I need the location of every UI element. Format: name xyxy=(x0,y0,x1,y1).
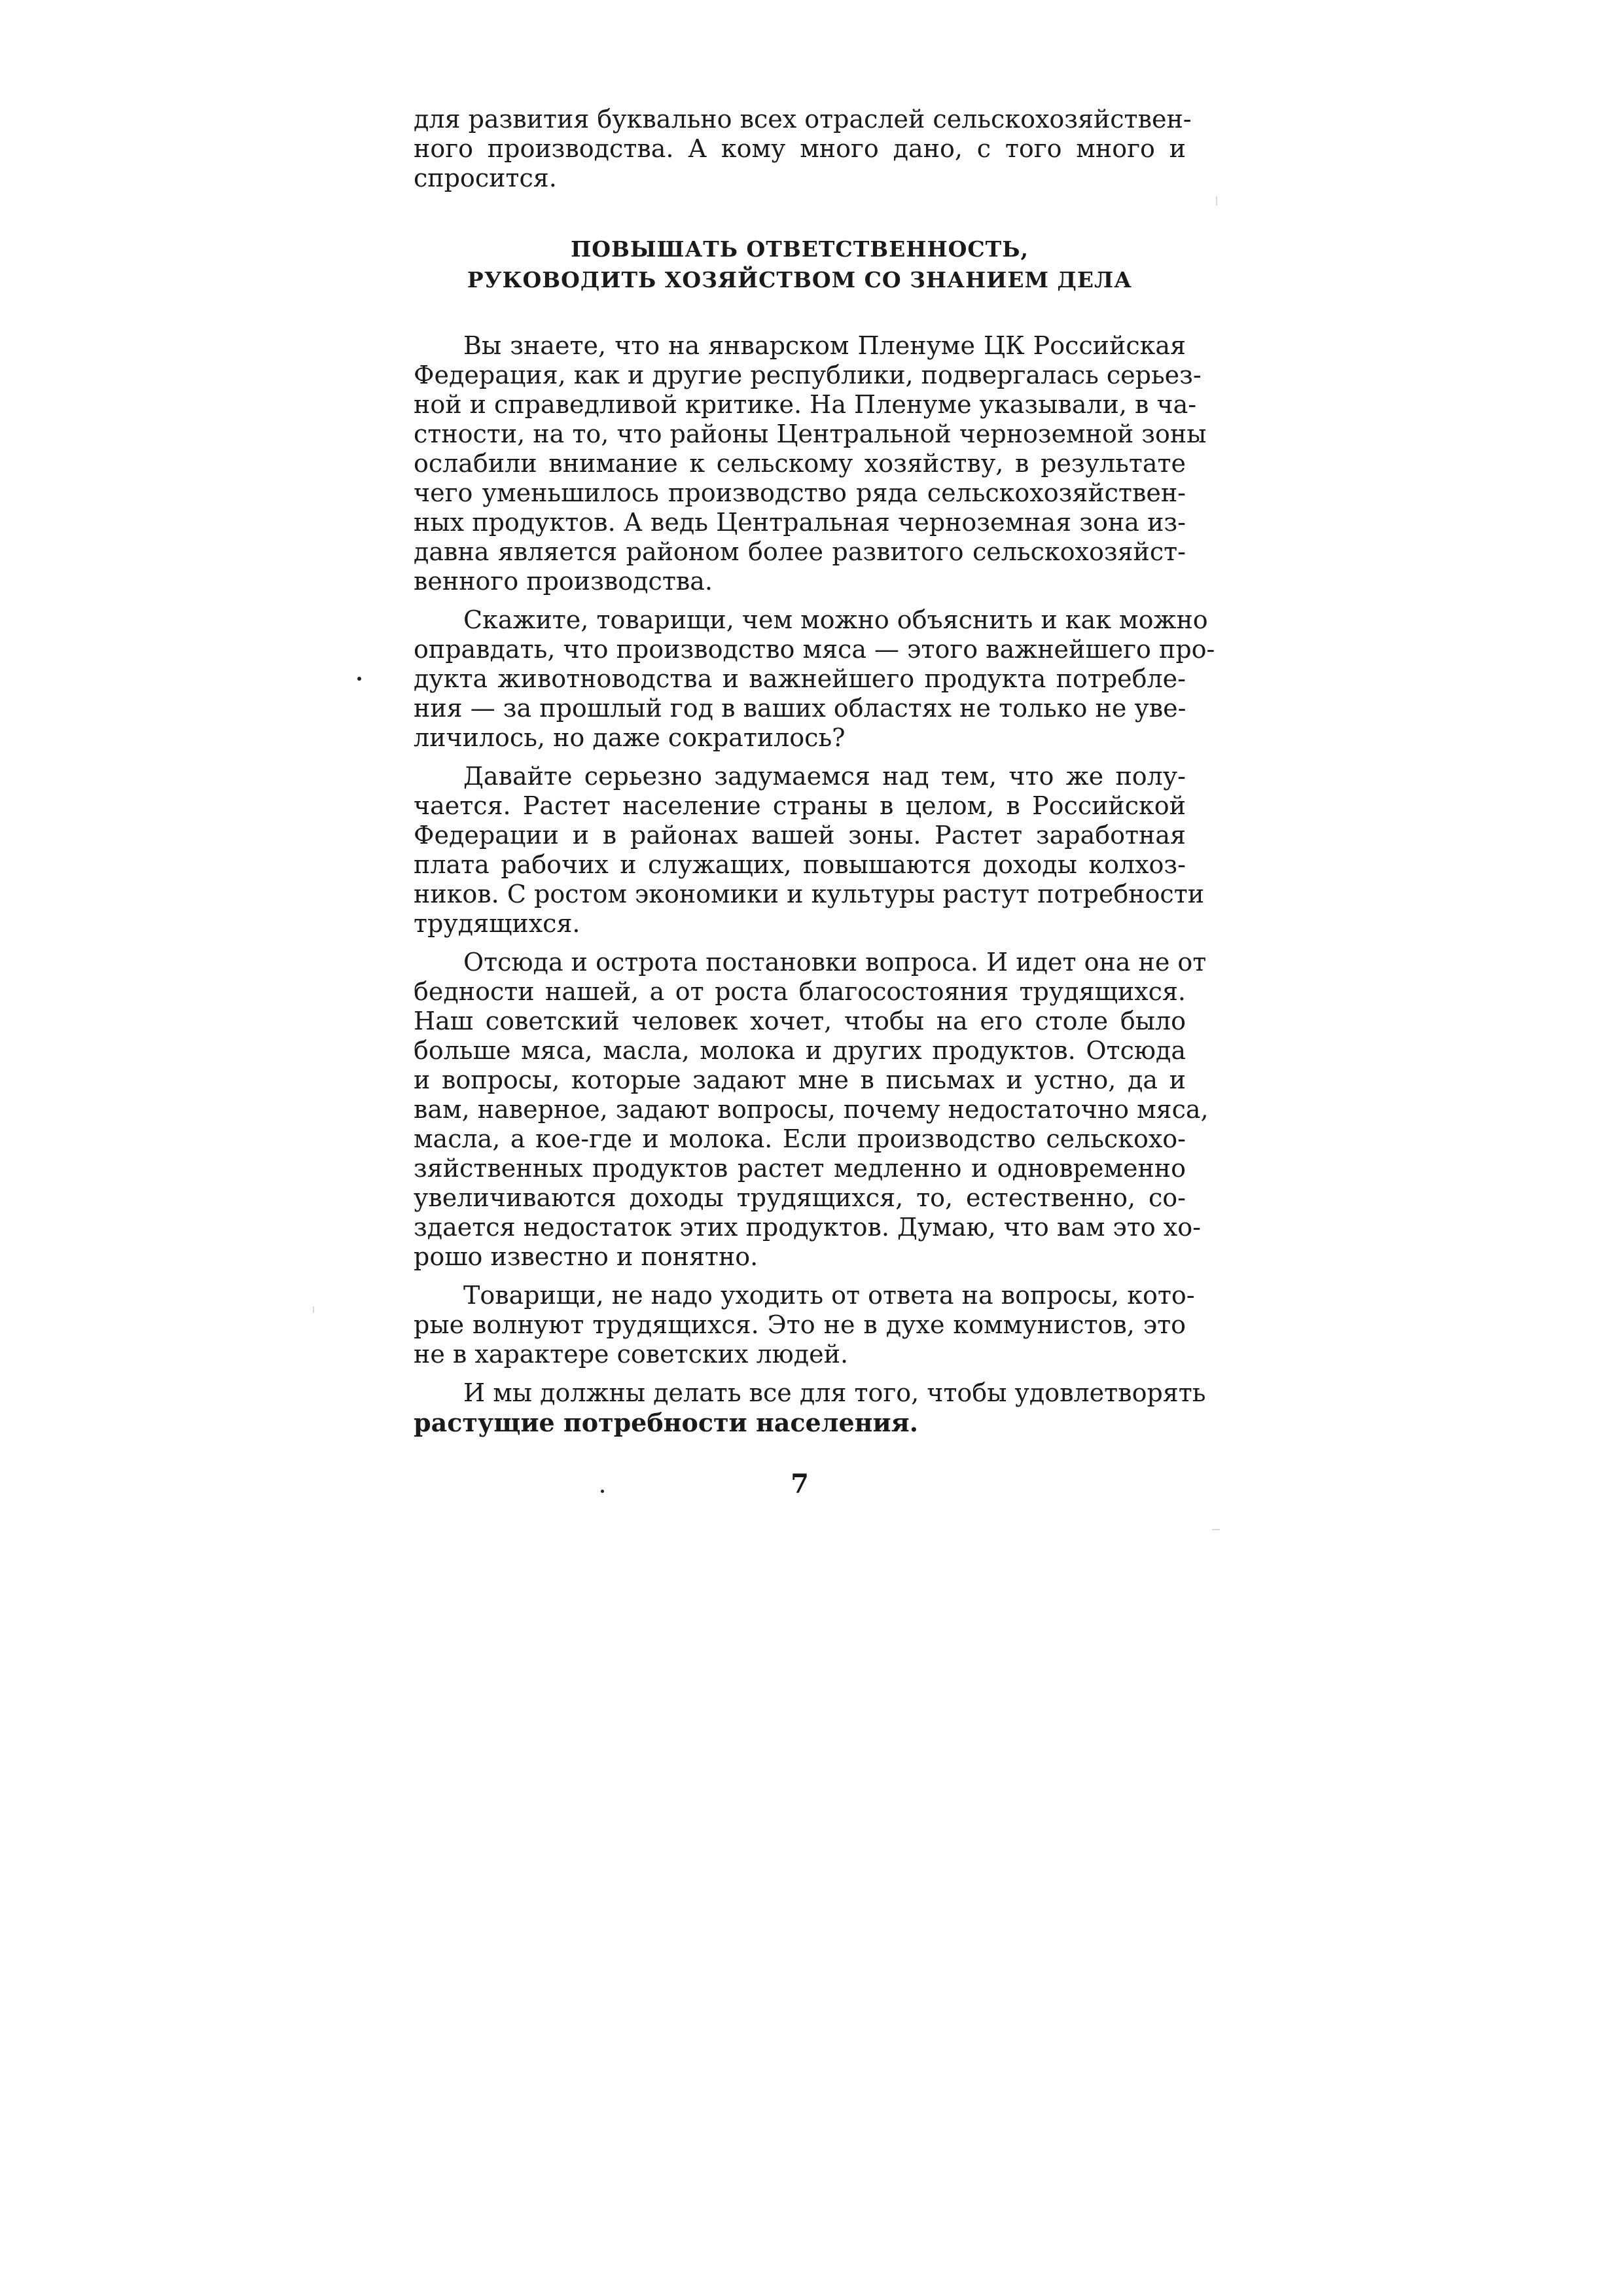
paragraph-2 xyxy=(414,605,1215,753)
text-line: дукта животноводства и важнейшего продукта потребле- xyxy=(414,664,1186,693)
text-line: для развития буквально всех отраслей сельскохозяйствен- xyxy=(414,105,1192,134)
text-line: Вы знаете, что на январском Пленуме ЦК Российская xyxy=(463,331,1186,360)
text-line: масла, а кое-где и молока. Если производство сельскохо- xyxy=(414,1124,1186,1153)
text-line: Товарищи, не надо уходить от ответа на вопросы, кото- xyxy=(463,1281,1195,1310)
heading-line-1: ПОВЫШАТЬ ОТВЕТСТВЕННОСТЬ, xyxy=(571,236,1029,262)
text-line: бедности нашей, а от роста благосостояния трудящихся. xyxy=(414,977,1186,1006)
section-heading xyxy=(414,234,1186,295)
text-line: не в характере советских людей. xyxy=(414,1340,849,1369)
text-line: давна является районом более развитого сельскохозяйст- xyxy=(414,537,1186,566)
intro-paragraph xyxy=(414,105,1192,193)
text-line: ного производства. А кому много дано, с того много и xyxy=(414,134,1186,163)
text-line: увеличиваются доходы трудящихся, то, естественно, со- xyxy=(414,1183,1186,1212)
text-line: рые волнуют трудящихся. Это не в духе коммунистов, это xyxy=(414,1310,1186,1339)
text-line: ослабили внимание к сельскому хозяйству, в результате xyxy=(414,449,1186,478)
text-line: Отсюда и острота постановки вопроса. И идет она не от xyxy=(463,948,1207,977)
text-line: Наш советский человек хочет, чтобы на его столе было xyxy=(414,1007,1186,1035)
text-line: плата рабочих и служащих, повышаются доходы колхоз- xyxy=(414,850,1186,879)
text-line: Скажите, товарищи, чем можно объяснить и как можно xyxy=(463,605,1208,634)
text-line: чего уменьшилось производство ряда сельскохозяйствен- xyxy=(414,478,1186,507)
text-line: вам, наверное, задают вопросы, почему недостаточно мяса, xyxy=(414,1095,1209,1124)
scan-mark xyxy=(1212,1529,1220,1530)
text-line: И мы должны делать все для того, чтобы удовлетворять xyxy=(463,1378,1206,1407)
text-line: трудящихся. xyxy=(414,909,580,938)
scan-mark xyxy=(1216,196,1217,206)
text-line: зяйственных продуктов растет медленно и одновременно xyxy=(414,1154,1186,1183)
paragraph-1 xyxy=(414,331,1207,596)
text-line: спросится. xyxy=(414,164,557,192)
page-text-column xyxy=(414,105,1215,1499)
scan-speck xyxy=(357,677,361,681)
paragraph-4 xyxy=(414,948,1209,1272)
text-line: Давайте серьезно задумаемся над тем, что же полу- xyxy=(463,762,1186,791)
text-line: ников. С ростом экономики и культуры растут потребности xyxy=(414,880,1205,908)
text-line: Федерации и в районах вашей зоны. Растет заработная xyxy=(414,821,1186,850)
text-line: венного производства. xyxy=(414,567,713,596)
text-line: здается недостаток этих продуктов. Думаю, что вам это хо- xyxy=(414,1213,1201,1242)
text-line: стности, на то, что районы Центральной черноземной зоны xyxy=(414,420,1207,448)
paragraph-5 xyxy=(414,1281,1195,1369)
text-line: растущие потребности населения. xyxy=(414,1408,918,1437)
text-line: личилось, но даже сократилось? xyxy=(414,723,846,752)
text-line: чается. Растет население страны в целом, в Российской xyxy=(414,791,1186,820)
text-line: ния — за прошлый год в ваших областях не только не уве- xyxy=(414,694,1186,723)
scan-mark xyxy=(313,1306,314,1313)
paragraph-3 xyxy=(414,762,1205,939)
paragraph-6 xyxy=(414,1378,1206,1437)
text-line: рошо известно и понятно. xyxy=(414,1242,758,1271)
text-line: больше мяса, масла, молока и других продуктов. Отсюда xyxy=(414,1036,1186,1065)
text-line: и вопросы, которые задают мне в письмах и устно, да и xyxy=(414,1066,1186,1094)
text-line: оправдать, что производство мяса — этого важнейшего про- xyxy=(414,635,1215,664)
text-line: ных продуктов. А ведь Центральная черноземная зона из- xyxy=(414,508,1186,537)
heading-line-2: РУКОВОДИТЬ ХОЗЯЙСТВОМ СО ЗНАНИЕМ ДЕЛА xyxy=(467,267,1133,293)
scan-speck xyxy=(601,1490,604,1493)
text-line: ной и справедливой критике. На Пленуме указывали, в ча- xyxy=(414,390,1197,419)
page-number: 7 xyxy=(791,1469,809,1499)
text-line: Федерация, как и другие республики, подвергалась серьез- xyxy=(414,361,1202,389)
